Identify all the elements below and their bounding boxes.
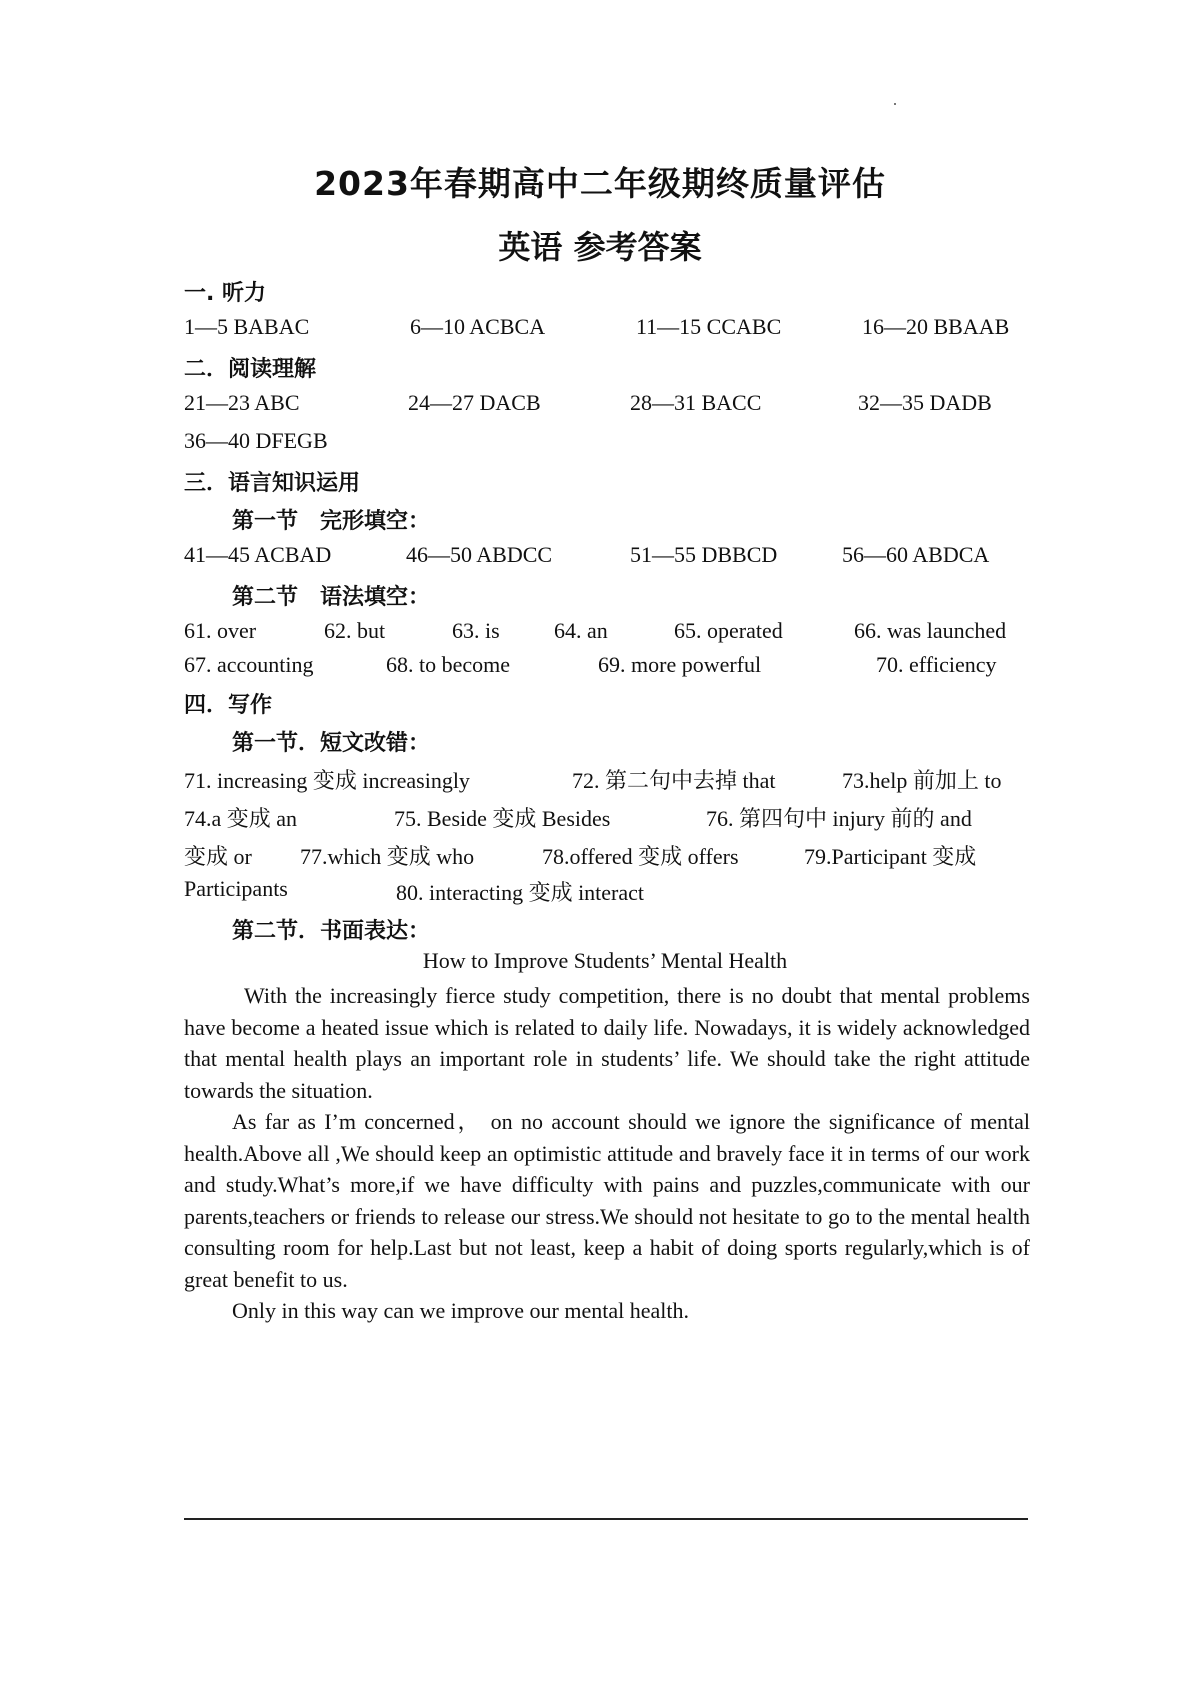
reading-answers-2: [184, 428, 1030, 456]
answer-item: 69. more powerful: [598, 652, 762, 677]
grammar-answers-1: [184, 618, 1030, 646]
correction-item: 变成 or: [184, 844, 252, 869]
answer-group: 28—31 BACC: [630, 390, 762, 415]
scan-speck: [894, 103, 896, 105]
answer-item: 65. operated: [674, 618, 783, 643]
correction-item: 75. Beside 变成 Besides: [394, 806, 611, 831]
answer-item: 70. efficiency: [876, 652, 997, 677]
answer-item: 68. to become: [386, 652, 511, 677]
section-writing-heading: 四．写作: [184, 693, 273, 718]
answer-item: 62. but: [324, 618, 386, 643]
grammar-answers-2: [184, 652, 1030, 680]
page-title: 2023年春期高中二年级期终质量评估: [314, 164, 886, 203]
essay-paragraph: With the increasingly fierce study competition, there is no doubt that mental problems have become a heated issue which is related to daily life. Nowadays, it is widely acknowledged that mental health plays an important role in students’ life. We should take the right attitude towards the situation.: [184, 983, 1030, 1103]
answer-group: 51—55 DBBCD: [630, 542, 778, 567]
correction-item: 74.a 变成 an: [184, 806, 298, 831]
correction-row: [184, 802, 1030, 830]
essay-title: How to Improve Students’ Mental Health: [422, 948, 788, 973]
correction-item: 76. 第四句中 injury 前的 and: [706, 806, 972, 831]
correction-item: 72. 第二句中去掉 that: [572, 768, 776, 793]
answer-group: 16—20 BBAAB: [862, 314, 1010, 339]
answer-item: 61. over: [184, 618, 257, 643]
grammar-subheading: 第二节 语法填空：: [232, 585, 431, 610]
correction-subheading: 第一节．短文改错：: [232, 731, 431, 756]
answer-group: 41—45 ACBAD: [184, 542, 332, 567]
correction-item: 79.Participant 变成: [804, 844, 977, 869]
answer-group: 11—15 CCABC: [636, 314, 782, 339]
answer-group: 24—27 DACB: [408, 390, 541, 415]
essay-paragraph: As far as I’m concerned， on no account should we ignore the significance of mental health.Above all ,We should keep an optimistic attitude and bravely face it in terms of our work and study.What’s more,if we have difficulty with pains and puzzles,communicate with our parents,teachers or friends to release our stress.We should not hesitate to go to the mental health consulting room for help.Last but not least, keep a habit of doing sports regularly,which is of great benefit to us.: [184, 1109, 1030, 1292]
essay-body: [184, 980, 1030, 1327]
answer-item: 66. was launched: [854, 618, 1007, 643]
section-listening-heading: 一. 听力: [184, 281, 267, 306]
answer-item: 64. an: [554, 618, 608, 643]
correction-row: [184, 840, 1030, 868]
correction-item: 73.help 前加上 to: [842, 768, 1002, 793]
essay-paragraph: Only in this way can we improve our mental health.: [232, 1298, 689, 1323]
correction-item: Participants: [184, 876, 288, 901]
section-reading-heading: 二．阅读理解: [184, 357, 317, 382]
answer-item: 67. accounting: [184, 652, 314, 677]
page-subtitle: 英语 参考答案: [498, 228, 702, 266]
listening-answers: [184, 314, 1030, 342]
cloze-subheading: 第一节 完形填空：: [232, 509, 431, 534]
answer-group: 1—5 BABAC: [184, 314, 310, 339]
cloze-answers: [184, 542, 1030, 570]
answer-group: 56—60 ABDCA: [842, 542, 990, 567]
correction-row: [184, 764, 1030, 792]
answer-group: 46—50 ABDCC: [406, 542, 553, 567]
correction-row: [184, 876, 1030, 904]
answer-group: 21—23 ABC: [184, 390, 300, 415]
correction-item: 78.offered 变成 offers: [542, 844, 739, 869]
footer-rule: [184, 1518, 1028, 1520]
answer-group: 6—10 ACBCA: [410, 314, 546, 339]
writing-subheading: 第二节．书面表达：: [232, 919, 431, 944]
answer-group: 36—40 DFEGB: [184, 428, 328, 453]
correction-item: 77.which 变成 who: [300, 844, 475, 869]
correction-item: 71. increasing 变成 increasingly: [184, 768, 470, 793]
answer-item: 63. is: [452, 618, 500, 643]
correction-item: 80. interacting 变成 interact: [396, 880, 645, 905]
answer-group: 32—35 DADB: [858, 390, 992, 415]
reading-answers: [184, 390, 1030, 418]
section-language-heading: 三．语言知识运用: [184, 471, 361, 496]
